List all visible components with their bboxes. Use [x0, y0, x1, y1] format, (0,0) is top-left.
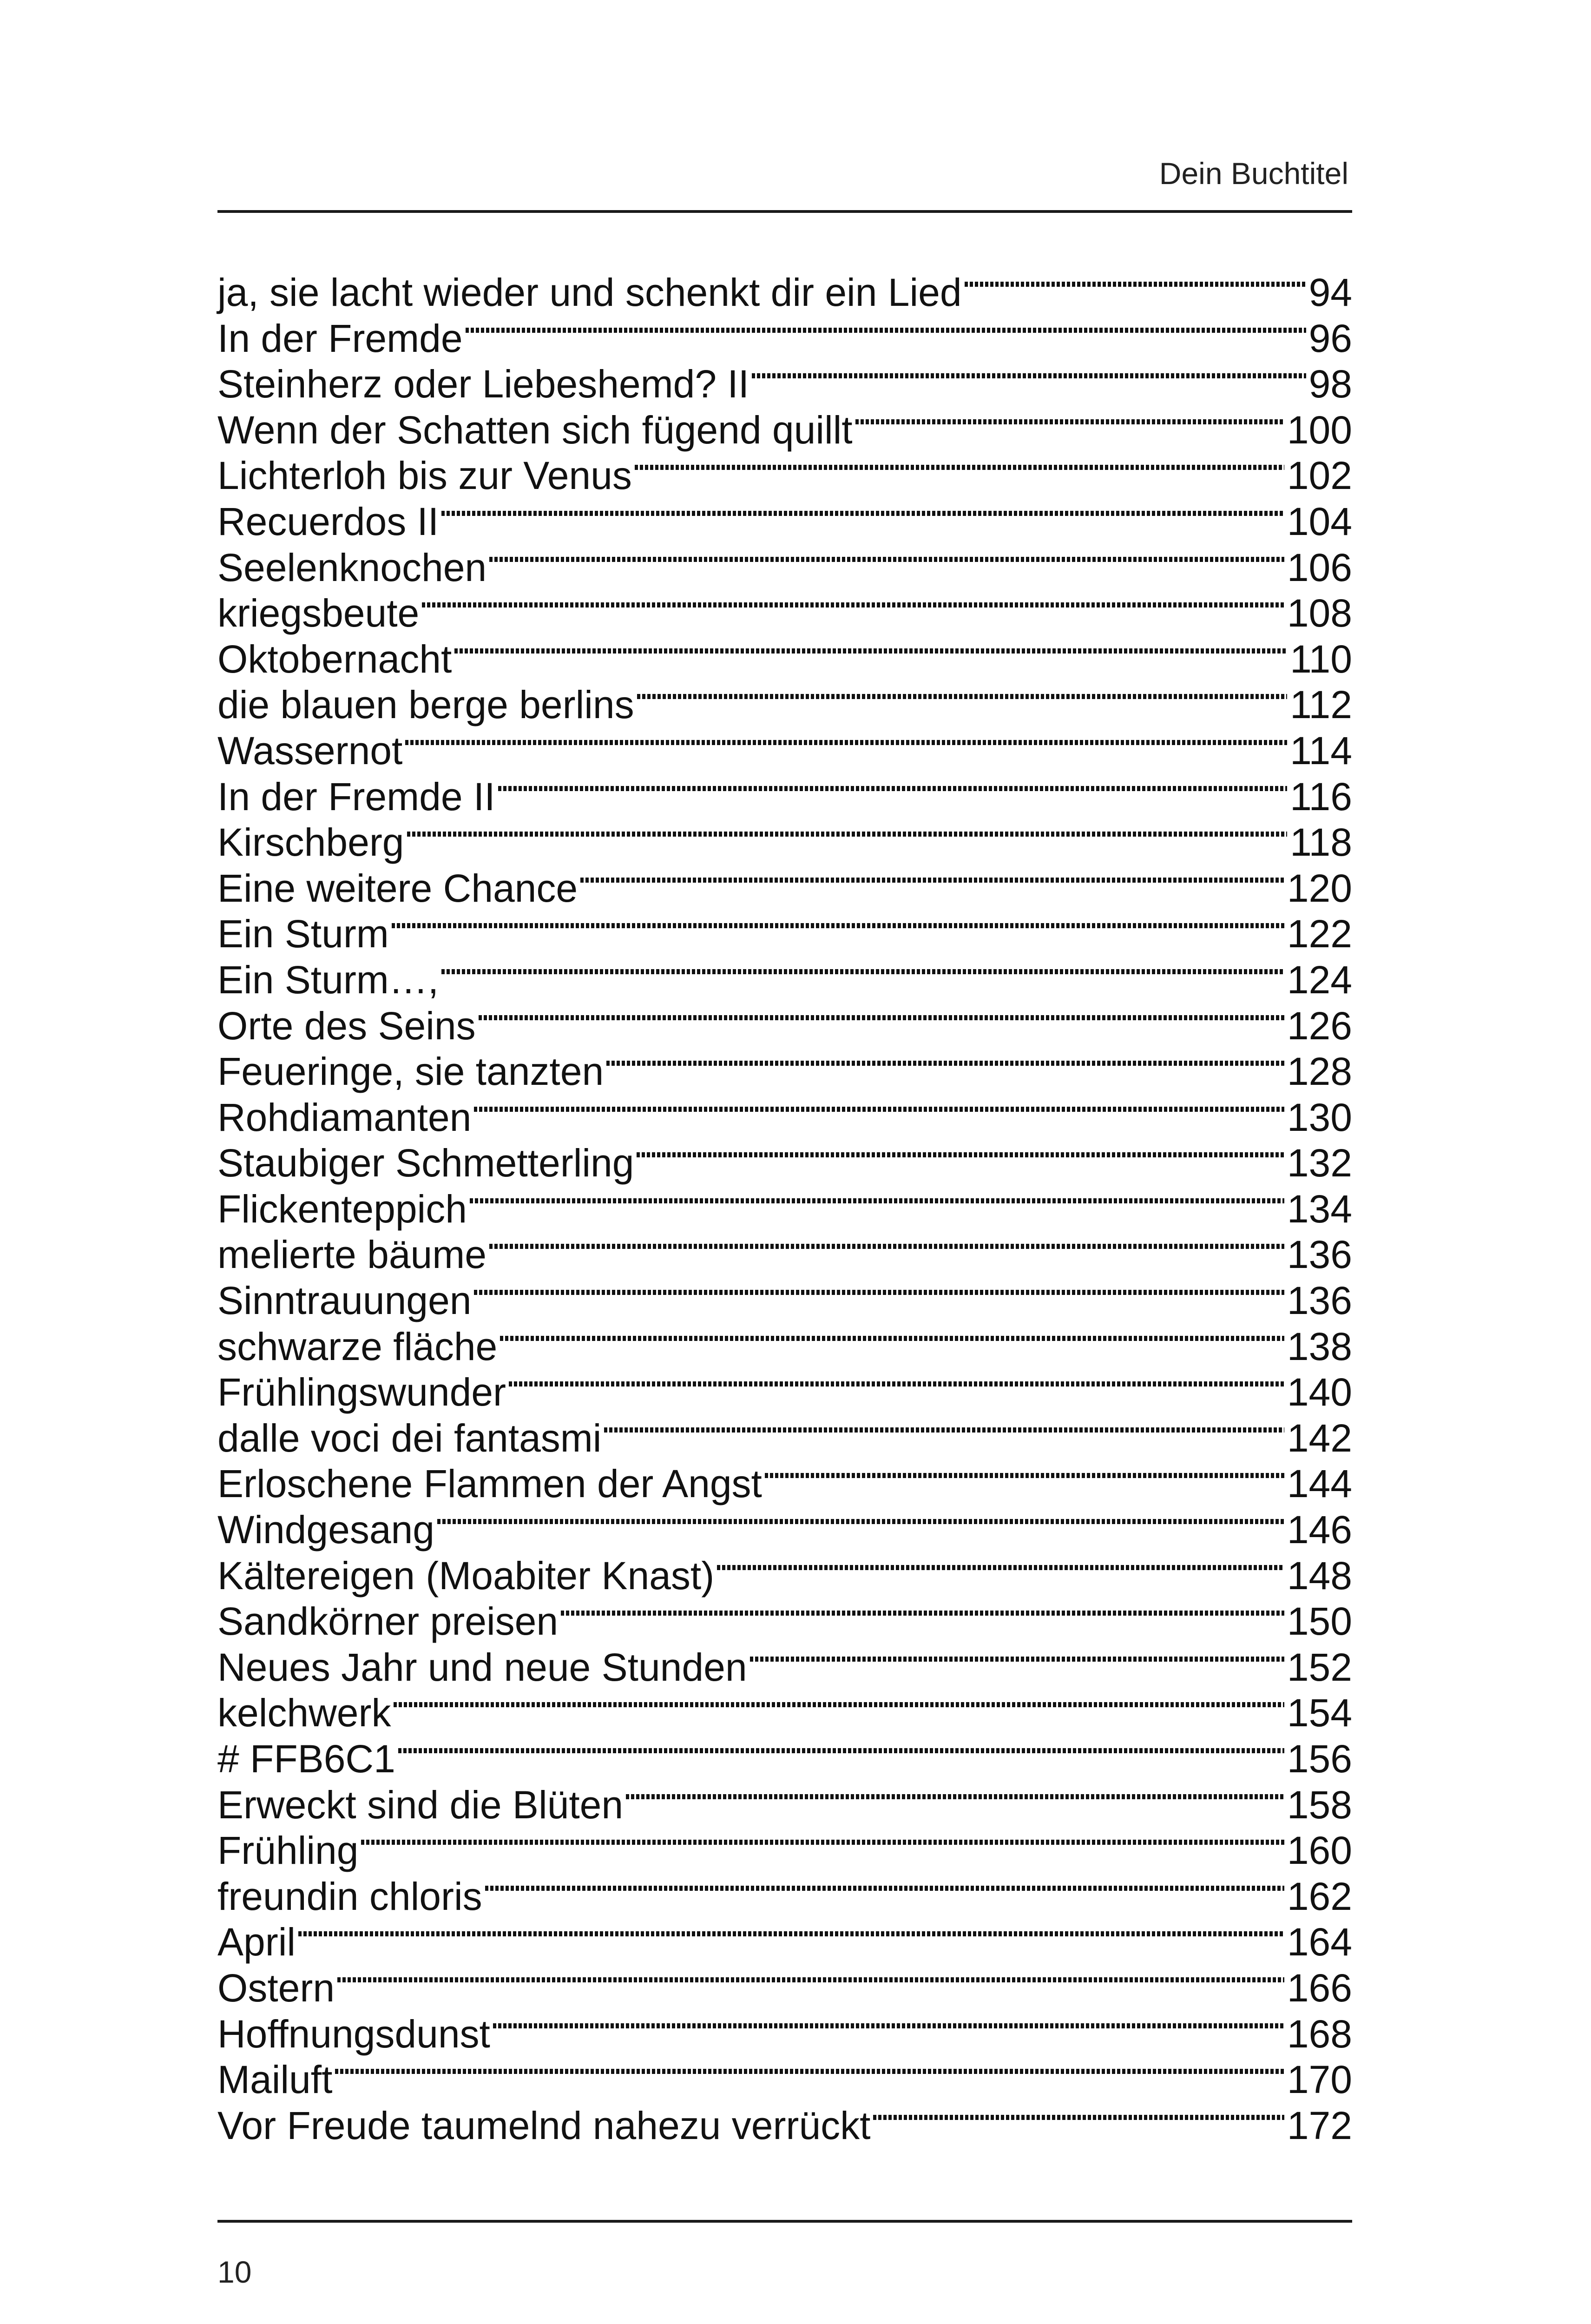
- toc-entry-title: Eine weitere Chance: [217, 866, 578, 910]
- dot-leader: [422, 602, 1284, 607]
- toc-entry-title: Kirschberg: [217, 820, 404, 865]
- footer-rule: [217, 2220, 1352, 2223]
- table-of-contents: [217, 270, 1352, 2148]
- toc-entry-page: 158: [1287, 1783, 1352, 1827]
- toc-entry-page: 140: [1287, 1370, 1352, 1414]
- dot-leader: [454, 648, 1287, 654]
- toc-entry-page: 136: [1287, 1279, 1352, 1323]
- toc-entry-title: # FFB6C1: [217, 1737, 395, 1781]
- dot-leader: [466, 328, 1306, 333]
- toc-entry-page: 106: [1287, 545, 1352, 589]
- toc-entry-title: Flickenteppich: [217, 1187, 467, 1231]
- toc-entry[interactable]: [217, 1049, 1352, 1095]
- toc-entry-page: 118: [1290, 820, 1352, 865]
- toc-entry-title: melierte bäume: [217, 1233, 487, 1277]
- toc-entry-title: Recuerdos II: [217, 499, 439, 543]
- toc-entry[interactable]: [217, 453, 1352, 499]
- toc-entry-page: 142: [1287, 1416, 1352, 1460]
- dot-leader: [407, 832, 1288, 837]
- toc-entry-page: 150: [1287, 1599, 1352, 1644]
- toc-entry-title: Kältereigen (Moabiter Knast): [217, 1553, 715, 1598]
- toc-entry-title: dalle voci dei fantasmi: [217, 1416, 602, 1460]
- toc-entry-page: 110: [1290, 637, 1352, 681]
- toc-entry-title: Staubiger Schmetterling: [217, 1141, 634, 1185]
- toc-entry-title: Mailuft: [217, 2058, 333, 2102]
- toc-entry[interactable]: [217, 819, 1352, 865]
- dot-leader: [398, 1748, 1284, 1753]
- toc-entry-page: 126: [1287, 1004, 1352, 1048]
- toc-entry[interactable]: [217, 1324, 1352, 1370]
- dot-leader: [750, 1657, 1284, 1662]
- toc-entry-title: Neues Jahr und neue Stunden: [217, 1645, 747, 1689]
- dot-leader: [637, 694, 1287, 699]
- toc-entry-title: Lichterloh bis zur Venus: [217, 454, 632, 498]
- toc-entry-title: ja, sie lacht wieder und schenkt dir ein Lied: [217, 271, 962, 314]
- toc-entry-title: Erloschene Flammen der Angst: [217, 1462, 762, 1506]
- dot-leader: [498, 786, 1288, 791]
- toc-entry[interactable]: [217, 1690, 1352, 1736]
- toc-entry-title: kriegsbeute: [217, 591, 420, 635]
- toc-entry-page: 122: [1287, 912, 1352, 956]
- toc-entry[interactable]: [217, 361, 1352, 407]
- dot-leader: [717, 1565, 1284, 1570]
- toc-entry-page: 160: [1287, 1829, 1352, 1873]
- toc-entry[interactable]: [217, 1095, 1352, 1141]
- toc-entry-page: 96: [1308, 316, 1352, 360]
- dot-leader: [637, 1152, 1284, 1157]
- toc-entry[interactable]: [217, 1598, 1352, 1644]
- toc-entry[interactable]: [217, 682, 1352, 728]
- toc-entry[interactable]: [217, 1644, 1352, 1690]
- toc-entry-page: 100: [1287, 408, 1352, 452]
- toc-entry-page: 146: [1287, 1508, 1352, 1552]
- toc-entry[interactable]: [217, 1919, 1352, 1965]
- toc-entry-page: 128: [1287, 1050, 1352, 1094]
- toc-entry[interactable]: [217, 636, 1352, 682]
- toc-entry[interactable]: [217, 2103, 1352, 2149]
- toc-entry[interactable]: [217, 957, 1352, 1003]
- toc-entry[interactable]: [217, 1369, 1352, 1415]
- toc-entry[interactable]: [217, 1736, 1352, 1782]
- toc-entry[interactable]: [217, 865, 1352, 911]
- dot-leader: [479, 1015, 1284, 1020]
- toc-entry-title: April: [217, 1920, 296, 1964]
- toc-entry[interactable]: [217, 1461, 1352, 1507]
- toc-entry-page: 144: [1287, 1462, 1352, 1506]
- page-number: 10: [217, 2255, 252, 2289]
- dot-leader: [752, 373, 1306, 378]
- dot-leader: [298, 1931, 1284, 1936]
- toc-entry-title: Orte des Seins: [217, 1004, 476, 1048]
- toc-entry[interactable]: [217, 1232, 1352, 1278]
- toc-entry-page: 172: [1287, 2103, 1352, 2147]
- header-rule: [217, 210, 1352, 213]
- toc-entry-title: Vor Freude taumelnd nahezu verrückt: [217, 2103, 871, 2147]
- toc-entry-title: Oktobernacht: [217, 637, 452, 681]
- dot-leader: [489, 1244, 1284, 1249]
- toc-entry[interactable]: [217, 2011, 1352, 2057]
- toc-entry-page: 164: [1287, 1920, 1352, 1964]
- dot-leader: [485, 1886, 1284, 1891]
- dot-leader: [441, 969, 1284, 974]
- toc-entry-title: Erweckt sind die Blüten: [217, 1783, 624, 1827]
- dot-leader: [561, 1611, 1284, 1616]
- dot-leader: [489, 557, 1284, 562]
- toc-entry-title: Rohdiamanten: [217, 1095, 472, 1139]
- toc-entry[interactable]: [217, 1003, 1352, 1049]
- dot-leader: [606, 1061, 1284, 1066]
- toc-entry[interactable]: [217, 270, 1352, 316]
- dot-leader: [361, 1840, 1284, 1845]
- toc-entry[interactable]: [217, 1278, 1352, 1324]
- toc-entry[interactable]: [217, 911, 1352, 957]
- dot-leader: [626, 1794, 1284, 1799]
- toc-entry-title: In der Fremde: [217, 316, 463, 360]
- toc-entry-page: 152: [1287, 1645, 1352, 1689]
- dot-leader: [855, 419, 1284, 424]
- toc-entry-title: freundin chloris: [217, 1874, 482, 1918]
- toc-entry-page: 108: [1287, 591, 1352, 635]
- running-header-title: Dein Buchtitel: [1159, 156, 1348, 191]
- toc-entry[interactable]: [217, 1140, 1352, 1186]
- toc-entry-page: 156: [1287, 1737, 1352, 1781]
- toc-entry-page: 98: [1308, 362, 1352, 406]
- toc-entry-page: 154: [1287, 1691, 1352, 1735]
- dot-leader: [405, 740, 1287, 745]
- toc-entry-title: Sinntrauungen: [217, 1279, 472, 1323]
- toc-entry[interactable]: [217, 316, 1352, 362]
- toc-entry[interactable]: [217, 1828, 1352, 1874]
- toc-entry-page: 120: [1287, 866, 1352, 910]
- toc-entry-title: kelchwerk: [217, 1691, 391, 1735]
- toc-entry-title: Hoffnungsdunst: [217, 2012, 490, 2056]
- dot-leader: [765, 1473, 1284, 1478]
- toc-entry-title: Ein Sturm: [217, 912, 389, 956]
- dot-leader: [437, 1519, 1284, 1524]
- toc-entry-title: Wassernot: [217, 728, 403, 772]
- toc-entry-page: 124: [1287, 957, 1352, 1002]
- toc-entry[interactable]: [217, 1553, 1352, 1599]
- toc-entry-title: In der Fremde II: [217, 774, 495, 819]
- toc-entry-page: 112: [1290, 683, 1352, 727]
- dot-leader: [394, 1702, 1284, 1707]
- dot-leader: [474, 1290, 1284, 1295]
- toc-entry[interactable]: [217, 1874, 1352, 1920]
- toc-entry-title: Ein Sturm…,: [217, 957, 439, 1002]
- toc-entry-page: 116: [1290, 774, 1352, 819]
- dot-leader: [337, 1977, 1284, 1982]
- toc-entry[interactable]: [217, 1965, 1352, 2011]
- toc-entry-title: Sandkörner preisen: [217, 1599, 559, 1644]
- dot-leader: [500, 1336, 1284, 1341]
- toc-entry[interactable]: [217, 1415, 1352, 1461]
- dot-leader: [335, 2069, 1284, 2074]
- dot-leader: [604, 1427, 1284, 1433]
- toc-entry[interactable]: [217, 774, 1352, 820]
- toc-entry-title: Seelenknochen: [217, 545, 487, 589]
- toc-entry-page: 132: [1287, 1141, 1352, 1185]
- toc-entry-page: 136: [1287, 1233, 1352, 1277]
- toc-entry-title: schwarze fläche: [217, 1324, 498, 1368]
- toc-entry-title: Wenn der Schatten sich fügend quillt: [217, 408, 853, 452]
- dot-leader: [441, 511, 1284, 516]
- toc-entry-page: 170: [1287, 2058, 1352, 2102]
- toc-entry[interactable]: [217, 1507, 1352, 1553]
- dot-leader: [509, 1381, 1284, 1386]
- toc-entry[interactable]: [217, 499, 1352, 545]
- toc-entry[interactable]: [217, 1782, 1352, 1828]
- dot-leader: [474, 1107, 1284, 1112]
- dot-leader: [965, 282, 1306, 287]
- dot-leader: [873, 2115, 1284, 2120]
- dot-leader: [470, 1198, 1284, 1203]
- toc-entry[interactable]: [217, 1186, 1352, 1232]
- dot-leader: [580, 878, 1284, 883]
- toc-entry-title: Windgesang: [217, 1508, 434, 1552]
- toc-entry[interactable]: [217, 407, 1352, 453]
- dot-leader: [493, 2023, 1284, 2028]
- dot-leader: [392, 923, 1284, 928]
- toc-entry[interactable]: [217, 2057, 1352, 2103]
- toc-entry-page: 102: [1287, 454, 1352, 498]
- toc-entry[interactable]: [217, 590, 1352, 636]
- toc-entry-page: 104: [1287, 499, 1352, 543]
- toc-entry[interactable]: [217, 728, 1352, 774]
- toc-entry-title: Steinherz oder Liebeshemd? II: [217, 362, 749, 406]
- toc-entry-title: Ostern: [217, 1966, 335, 2010]
- toc-entry-page: 148: [1287, 1553, 1352, 1598]
- toc-entry-page: 94: [1308, 271, 1352, 314]
- toc-entry-title: Frühlingswunder: [217, 1370, 506, 1414]
- dot-leader: [635, 465, 1284, 470]
- toc-entry-page: 114: [1290, 728, 1352, 772]
- toc-entry-page: 134: [1287, 1187, 1352, 1231]
- toc-entry-title: die blauen berge berlins: [217, 683, 634, 727]
- toc-entry-title: Feueringe, sie tanzten: [217, 1050, 604, 1094]
- toc-entry-page: 166: [1287, 1966, 1352, 2010]
- toc-entry-page: 130: [1287, 1095, 1352, 1139]
- toc-entry-page: 168: [1287, 2012, 1352, 2056]
- toc-entry[interactable]: [217, 545, 1352, 591]
- toc-entry-page: 138: [1287, 1324, 1352, 1368]
- toc-entry-page: 162: [1287, 1874, 1352, 1918]
- toc-entry-title: Frühling: [217, 1829, 359, 1873]
